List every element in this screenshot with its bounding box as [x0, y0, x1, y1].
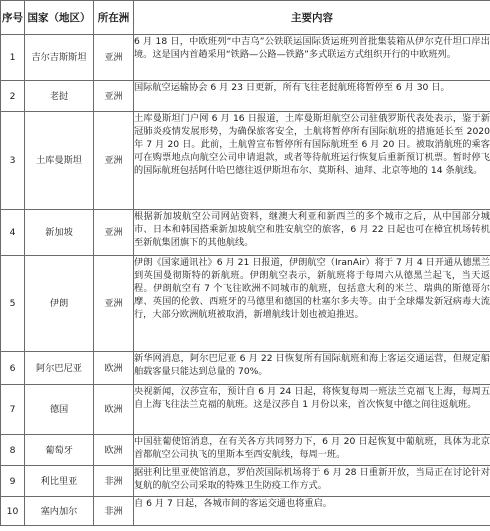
table-row: [1, 435, 490, 466]
table-row: [1, 466, 490, 497]
row-continent: 非洲: [94, 466, 134, 497]
table-row: [1, 385, 490, 435]
row-continent: 亚洲: [94, 210, 134, 256]
row-num: 6: [1, 352, 25, 385]
row-continent: 亚洲: [94, 81, 134, 112]
row-country: 新加坡: [25, 210, 94, 256]
row-num: 3: [1, 112, 25, 210]
header-country: 国家（地区）: [25, 1, 94, 35]
row-content: 自 6 月 7 日起，各城市间的客运交通也将重启。: [134, 497, 490, 526]
row-continent: 欧洲: [94, 352, 134, 385]
header-num: 序号: [1, 1, 25, 35]
table-row: [1, 352, 490, 385]
row-continent: 非洲: [94, 497, 134, 526]
row-country: 德国: [25, 385, 94, 435]
row-content: 央视新闻，汉莎宣布，预计自 6 月 24 日起，将恢复每周一班法兰克福飞上海，每周五自上海飞往法兰克福的航班。这是汉莎自 1 月份以来，首次恢复中德之间往返航班。: [134, 385, 490, 435]
row-num: 8: [1, 435, 25, 466]
row-num: 1: [1, 35, 25, 81]
row-country: 老挝: [25, 81, 94, 112]
row-continent: 亚洲: [94, 35, 134, 81]
row-num: 4: [1, 210, 25, 256]
table-body: [1, 35, 490, 526]
table-row: [1, 81, 490, 112]
row-content: 根据新加坡航空公司网站资料，继澳大利亚和新西兰的多个城市之后，从中国部分城市、日本和韩国搭乘新加坡航空和胜安航空的旅客，6 月 22 日起也可在樟宜机场转机至新航集团旗下的其他航线。: [134, 210, 490, 256]
row-content: 伊朗《国家通讯社》6 月 21 日报道，伊朗航空（IranAir）将于 7 月 4 日开通从德黑兰到英国曼彻斯特的新航班。伊朗航空表示，新航班将于每周六从德黑兰起飞，当天返程。伊朗航空有 7 个飞往欧洲不同城市的航班，包括意大利的米兰、瑞典的斯德哥尔摩、英国的伦敦、西班牙的马德里和德国的杜塞尔多夫等。由于全球爆发新冠病毒大流行，大部分欧洲航班被取消，新增航线计划也被迫推迟。: [134, 256, 490, 352]
row-country: 葡萄牙: [25, 435, 94, 466]
row-country: 塞内加尔: [25, 497, 94, 526]
row-num: 5: [1, 256, 25, 352]
row-num: 9: [1, 466, 25, 497]
row-num: 2: [1, 81, 25, 112]
row-content: 新华网消息，阿尔巴尼亚 6 月 22 日恢复所有国际航班和海上客运交通运营，但规定船舶载客量只能达到总量的 70%。: [134, 352, 490, 385]
header-content: 主要内容: [134, 1, 490, 35]
row-country: 利比里亚: [25, 466, 94, 497]
header-continent: 所在洲: [94, 1, 134, 35]
row-content: 据驻利比里亚使馆消息，罗伯茨国际机场将于 6 月 28 日重新开放，当局正在讨论针对复航的航空公司采取的特殊卫生防疫工作方式。: [134, 466, 490, 497]
table-row: [1, 35, 490, 81]
row-content: 土库曼斯坦门户网 6 月 16 日报道，土库曼斯坦航空公司驻俄罗斯代表处表示，鉴于新冠肺炎疫情发展形势，为确保旅客安全，土航将暂停所有国际航班的措施延长至 2020 年 7 月 20 日。此前，土航曾宣布暂停所有国际航班至 6 月 20 日。被取消航班的乘客可在购票地点向航空公司申请退款，或者等待航班运行恢复后重新预订机票。暂时停飞的国际航班包括阿什哈巴德往返伊斯坦布尔、莫斯科、迪拜、北京等地的 14 条航线。: [134, 112, 490, 210]
row-country: 土库曼斯坦: [25, 112, 94, 210]
row-content: 国际航空运输协会 6 月 23 日更新，所有飞往老挝航班将暂停至 6 月 30 日。: [134, 81, 490, 112]
header-row: [1, 1, 490, 35]
table-row: [1, 112, 490, 210]
table-row: [1, 256, 490, 352]
row-country: 伊朗: [25, 256, 94, 352]
table-row: [1, 497, 490, 526]
row-content: 中国驻葡使馆消息，在有关各方共同努力下，6 月 20 日起恢复中葡航班，具体为北京首都航空公司执飞的里斯本至西安航线，每周一班。: [134, 435, 490, 466]
row-country: 阿尔巴尼亚: [25, 352, 94, 385]
row-continent: 亚洲: [94, 256, 134, 352]
row-content: 6 月 18 日，中欧班列“中吉乌”公铁联运国际货运班列首批集装箱从伊尔克什坦口岸出境。这是国内首趟采用“铁路—公路—铁路”多式联运方式组织开行的中欧班列。: [134, 35, 490, 81]
row-continent: 欧洲: [94, 385, 134, 435]
row-num: 7: [1, 385, 25, 435]
row-continent: 亚洲: [94, 112, 134, 210]
row-country: 吉尔吉斯斯坦: [25, 35, 94, 81]
table-header: [1, 1, 490, 35]
table-row: [1, 210, 490, 256]
row-num: 10: [1, 497, 25, 526]
row-continent: 欧洲: [94, 435, 134, 466]
